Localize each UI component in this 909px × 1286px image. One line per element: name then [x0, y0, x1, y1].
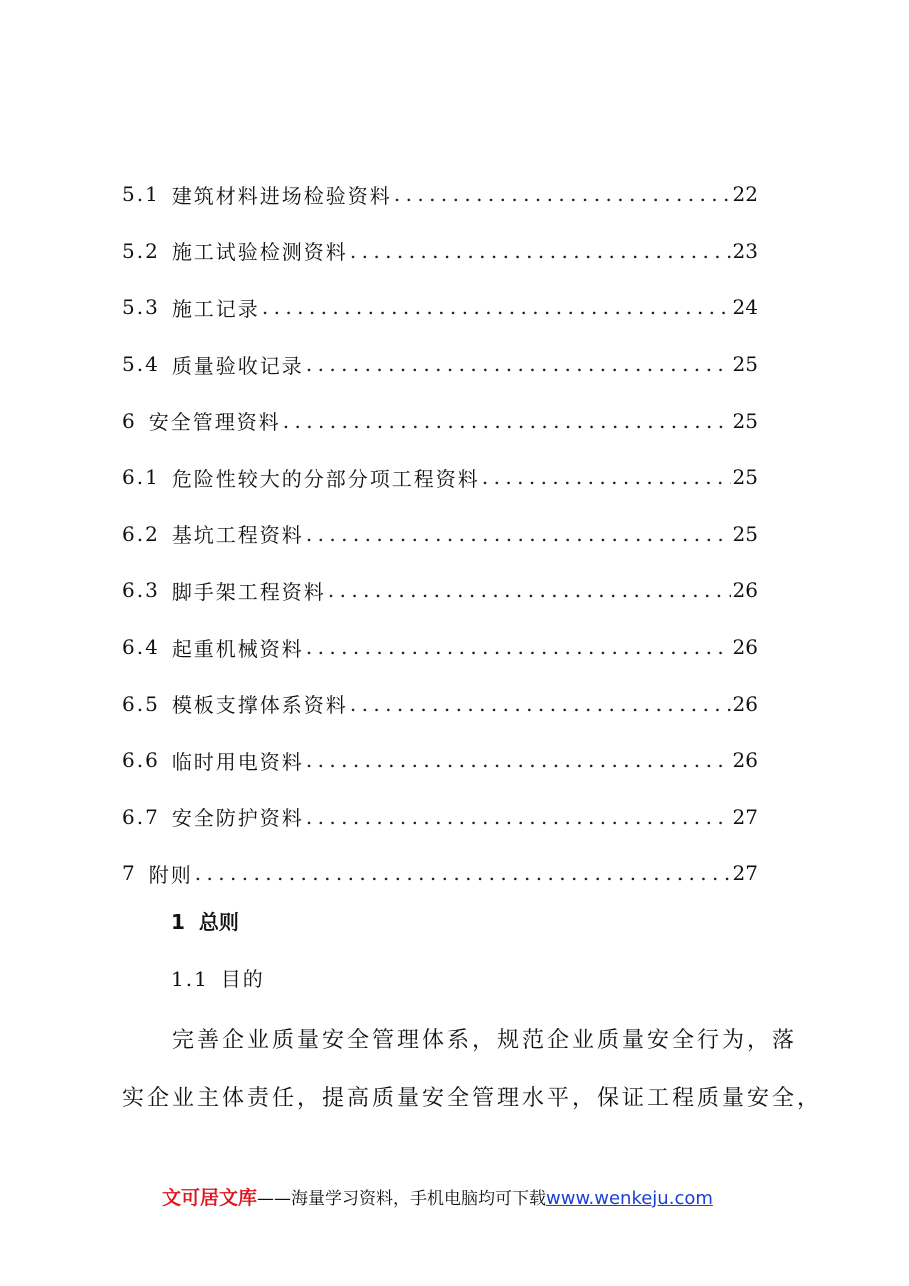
toc-entry[interactable] [122, 223, 758, 280]
toc-entry-title: 安全管理资料 [148, 410, 281, 435]
footer-tagline: ——海量学习资料，手机电脑均可下载 [257, 1189, 547, 1209]
toc-entry-title: 基坑工程资料 [171, 523, 304, 548]
toc-entry-number: 6.1 [122, 465, 160, 490]
footer-website-link[interactable]: www.wenkeju.com [546, 1188, 713, 1209]
toc-entry-title: 临时用电资料 [171, 749, 304, 774]
toc-entry-title: 施工记录 [171, 296, 260, 321]
toc-entry-number: 6.2 [122, 521, 160, 546]
toc-entry-title: 模板支撑体系资料 [171, 693, 348, 718]
toc-entry[interactable] [122, 675, 758, 732]
toc-entry-number: 5.3 [122, 295, 160, 320]
toc-entry-title: 质量验收记录 [171, 353, 304, 378]
toc-entry[interactable] [122, 279, 758, 336]
toc-entry-page: 22 [732, 182, 758, 207]
toc-entry-page: 23 [732, 238, 758, 263]
toc-entry-number: 5.1 [122, 182, 160, 207]
toc-dot-leader [306, 748, 731, 772]
toc-entry-title: 附则 [148, 862, 193, 887]
toc-entry[interactable] [122, 562, 758, 619]
paragraph-line: 完善企业质量安全管理体系，规范企业质量安全行为，落 [172, 1028, 798, 1053]
toc-entry[interactable] [122, 392, 758, 449]
toc-entry-title: 脚手架工程资料 [171, 579, 326, 604]
toc-entry-page: 27 [732, 861, 758, 886]
toc-dot-leader [262, 295, 731, 319]
toc-entry-page: 25 [732, 521, 758, 546]
toc-dot-leader [482, 465, 731, 489]
toc-entry-page: 26 [732, 635, 758, 660]
section-heading [171, 906, 239, 935]
toc-entry-page: 26 [732, 691, 758, 716]
footer-banner [162, 1183, 713, 1210]
toc-entry-title: 危险性较大的分部分项工程资料 [171, 466, 480, 491]
toc-entry-title: 建筑材料进场检验资料 [171, 183, 392, 208]
toc-entry[interactable] [122, 732, 758, 789]
toc-entry-number: 5.4 [122, 352, 160, 377]
toc-entry-number: 6.3 [122, 578, 160, 603]
section-title: 总则 [198, 910, 239, 934]
toc-dot-leader [306, 352, 731, 376]
toc-dot-leader [306, 522, 731, 546]
table-of-contents [122, 166, 758, 902]
toc-dot-leader [350, 239, 731, 263]
toc-entry-title: 施工试验检测资料 [171, 240, 348, 265]
toc-entry[interactable] [122, 336, 758, 393]
toc-dot-leader [328, 578, 731, 602]
toc-entry-title: 起重机械资料 [171, 636, 304, 661]
toc-entry-page: 26 [732, 578, 758, 603]
toc-entry-title: 安全防护资料 [171, 806, 304, 831]
subsection-number: 1.1 [171, 967, 209, 991]
toc-dot-leader [195, 861, 731, 885]
toc-dot-leader [306, 635, 731, 659]
toc-entry-number: 6 [122, 408, 137, 433]
subsection-title: 目的 [220, 967, 265, 991]
footer-brand: 文可居文库 [162, 1187, 258, 1209]
toc-entry[interactable] [122, 845, 758, 902]
toc-entry-page: 25 [732, 465, 758, 490]
toc-entry[interactable] [122, 166, 758, 223]
toc-entry-page: 25 [732, 352, 758, 377]
section-number: 1 [171, 910, 185, 934]
body-paragraph [122, 1012, 823, 1128]
toc-entry-page: 25 [732, 408, 758, 433]
toc-entry[interactable] [122, 789, 758, 846]
toc-entry-page: 26 [732, 748, 758, 773]
toc-entry-number: 5.2 [122, 238, 160, 263]
toc-dot-leader [394, 182, 731, 206]
toc-entry-number: 6.5 [122, 691, 160, 716]
toc-dot-leader [350, 692, 731, 716]
toc-dot-leader [283, 409, 731, 433]
toc-entry[interactable] [122, 619, 758, 676]
toc-entry-number: 6.6 [122, 748, 160, 773]
toc-dot-leader [306, 805, 731, 829]
toc-entry-number: 6.7 [122, 804, 160, 829]
toc-entry[interactable] [122, 506, 758, 563]
toc-entry[interactable] [122, 449, 758, 506]
toc-entry-number: 6.4 [122, 635, 160, 660]
toc-entry-page: 24 [732, 295, 758, 320]
subsection-heading [171, 963, 265, 992]
toc-entry-number: 7 [122, 861, 137, 886]
paragraph-line: 实企业主体责任，提高质量安全管理水平，保证工程质量安全， [122, 1086, 823, 1111]
toc-entry-page: 27 [732, 804, 758, 829]
